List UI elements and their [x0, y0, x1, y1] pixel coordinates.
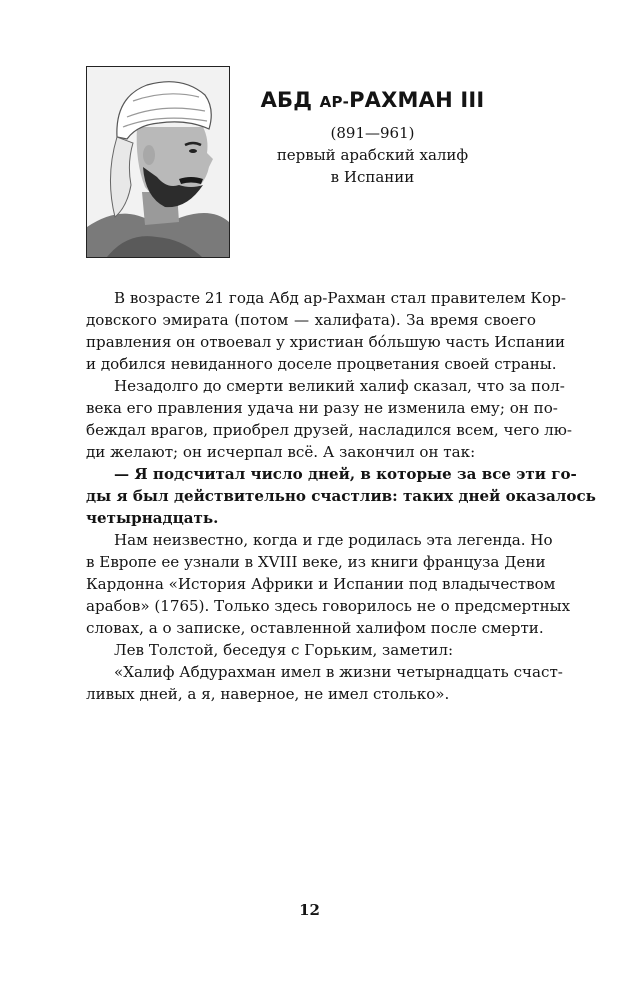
title-name-part: АБД	[260, 88, 320, 112]
text-line: Нам неизвестно, когда и где родилась эта легенда. Но	[114, 531, 553, 549]
chapter-title	[245, 88, 500, 112]
quote-line: ды я был действительно счастлив: таких дней оказалось	[86, 487, 596, 505]
quote-line: — Я подсчитал число дней, в которые за все эти го-	[114, 465, 577, 483]
body-text	[86, 287, 596, 705]
text-line: Незадолго до смерти великий халиф сказал, что за пол-	[114, 377, 565, 395]
text-line: правления он отвоевал у христиан бóльшую часть Испании	[86, 333, 566, 351]
text-line: «Халиф Абдурахман имел в жизни четырнадцать счаст-	[114, 663, 563, 681]
text-line: Кардонна «История Африки и Испании под владычеством	[86, 575, 556, 593]
text-line: словах, а о записке, оставленной халифом после смерти.	[86, 619, 544, 637]
text-line: в Европе ее узнали в XVIII веке, из книги француза Дени	[86, 553, 546, 571]
subtitle-line: первый арабский халиф	[276, 146, 469, 164]
life-years: (891—961)	[330, 124, 415, 142]
text-line: беждал врагов, приобрел друзей, насладился всем, чего лю-	[86, 421, 572, 439]
page-number: 12	[299, 901, 320, 919]
text-line: В возрасте 21 года Абд ар-Рахман стал правителем Кор-	[114, 289, 566, 307]
text-line: арабов» (1765). Только здесь говорилось не о предсмертных	[86, 597, 571, 615]
chapter-heading	[245, 88, 500, 188]
text-line: и добился невиданного доселе процветания своей страны.	[86, 355, 557, 373]
text-line: Лев Толстой, беседуя с Горьким, заметил:	[114, 641, 454, 659]
title-rest-part: РАХМАН III	[349, 88, 485, 112]
subtitle-line: в Испании	[330, 168, 415, 186]
portrait-drawing	[87, 67, 229, 257]
portrait-image	[86, 66, 230, 258]
text-line: ди желают; он исчерпал всё. А закончил он так:	[86, 443, 476, 461]
text-line: довского эмирата (потом — халифата). За время своего	[86, 311, 536, 329]
text-line: века его правления удача ни разу не изменила ему; он по-	[86, 399, 558, 417]
text-line: ливых дней, а я, наверное, не имел столько».	[86, 685, 450, 703]
quote-line: четырнадцать.	[86, 509, 219, 527]
title-small-caps-part: АР-	[319, 93, 350, 111]
